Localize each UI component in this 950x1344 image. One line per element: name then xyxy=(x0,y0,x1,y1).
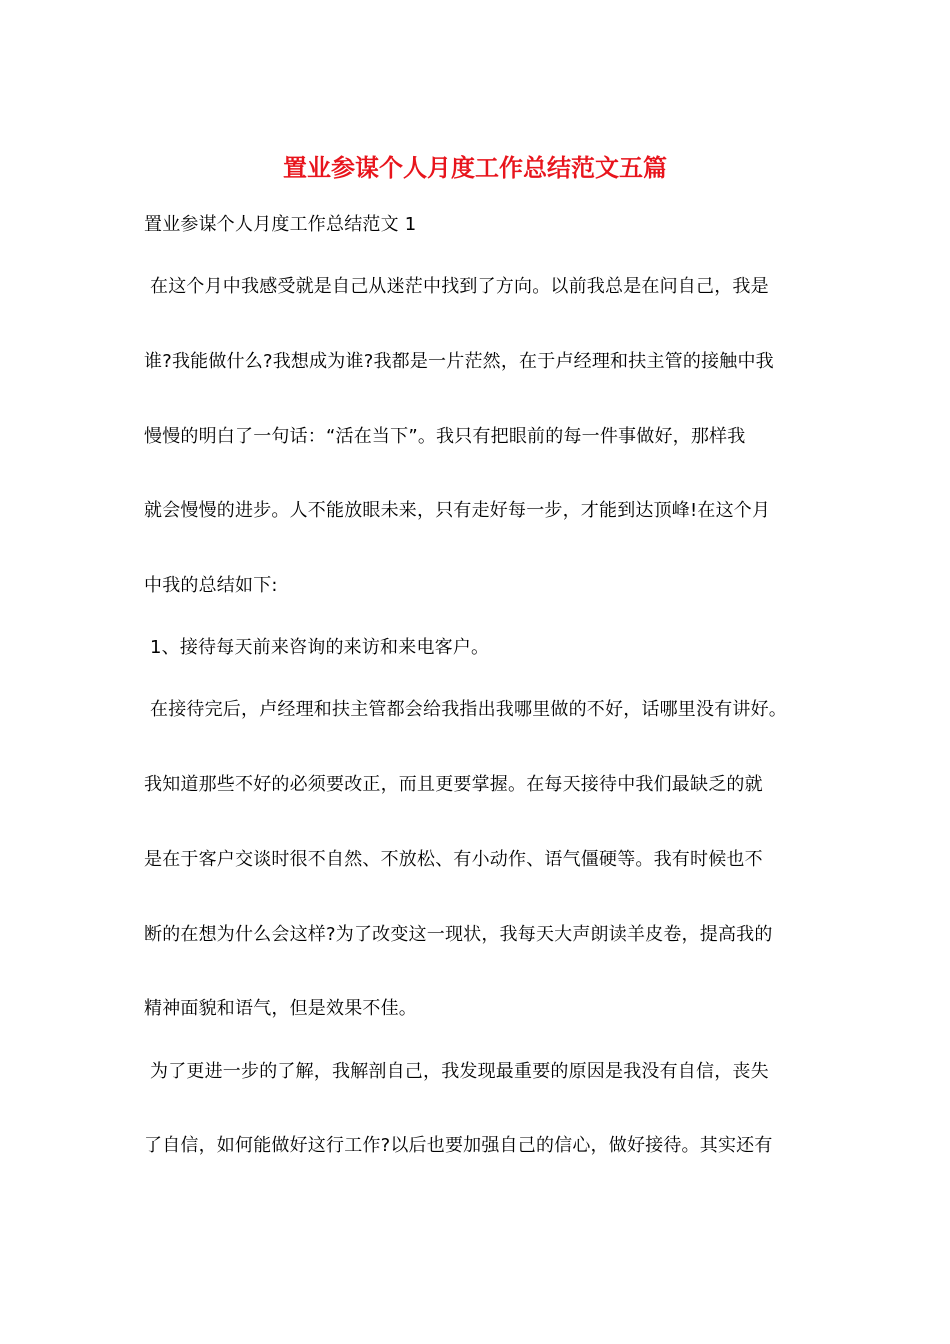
paragraph-line: 在接待完后，卢经理和扶主管都会给我指出我哪里做的不好，话哪里没有讲好。 xyxy=(150,699,787,720)
paragraph-line: 中我的总结如下: xyxy=(144,575,278,596)
paragraph-line: 慢慢的明白了一句话：“活在当下”。我只有把眼前的每一件事做好，那样我 xyxy=(144,426,746,447)
paragraph-line: 我知道那些不好的必须要改正，而且更要掌握。在每天接待中我们最缺乏的就 xyxy=(144,774,763,795)
section-heading: 置业参谋个人月度工作总结范文 1 xyxy=(144,214,417,235)
paragraph-line: 在这个月中我感受就是自己从迷茫中找到了方向。以前我总是在问自己，我是 xyxy=(150,276,769,297)
document-title: 置业参谋个人月度工作总结范文五篇 xyxy=(283,154,667,182)
paragraph-line: 就会慢慢的进步。人不能放眼未来，只有走好每一步，才能到达顶峰!在这个月 xyxy=(144,500,771,521)
paragraph-line: 是在于客户交谈时很不自然、不放松、有小动作、语气僵硬等。我有时候也不 xyxy=(144,849,763,870)
paragraph-line: 谁?我能做什么?我想成为谁?我都是一片茫然，在于卢经理和扶主管的接触中我 xyxy=(144,351,774,372)
list-item: 1、接待每天前来咨询的来访和来电客户。 xyxy=(150,637,490,658)
paragraph-line: 为了更进一步的了解，我解剖自己，我发现最重要的原因是我没有自信，丧失 xyxy=(150,1061,769,1082)
paragraph-line: 断的在想为什么会这样?为了改变这一现状，我每天大声朗读羊皮卷，提高我的 xyxy=(144,924,773,945)
paragraph-line: 了自信，如何能做好这行工作?以后也要加强自己的信心，做好接待。其实还有 xyxy=(144,1135,773,1156)
paragraph-line: 精神面貌和语气，但是效果不佳。 xyxy=(144,998,417,1019)
